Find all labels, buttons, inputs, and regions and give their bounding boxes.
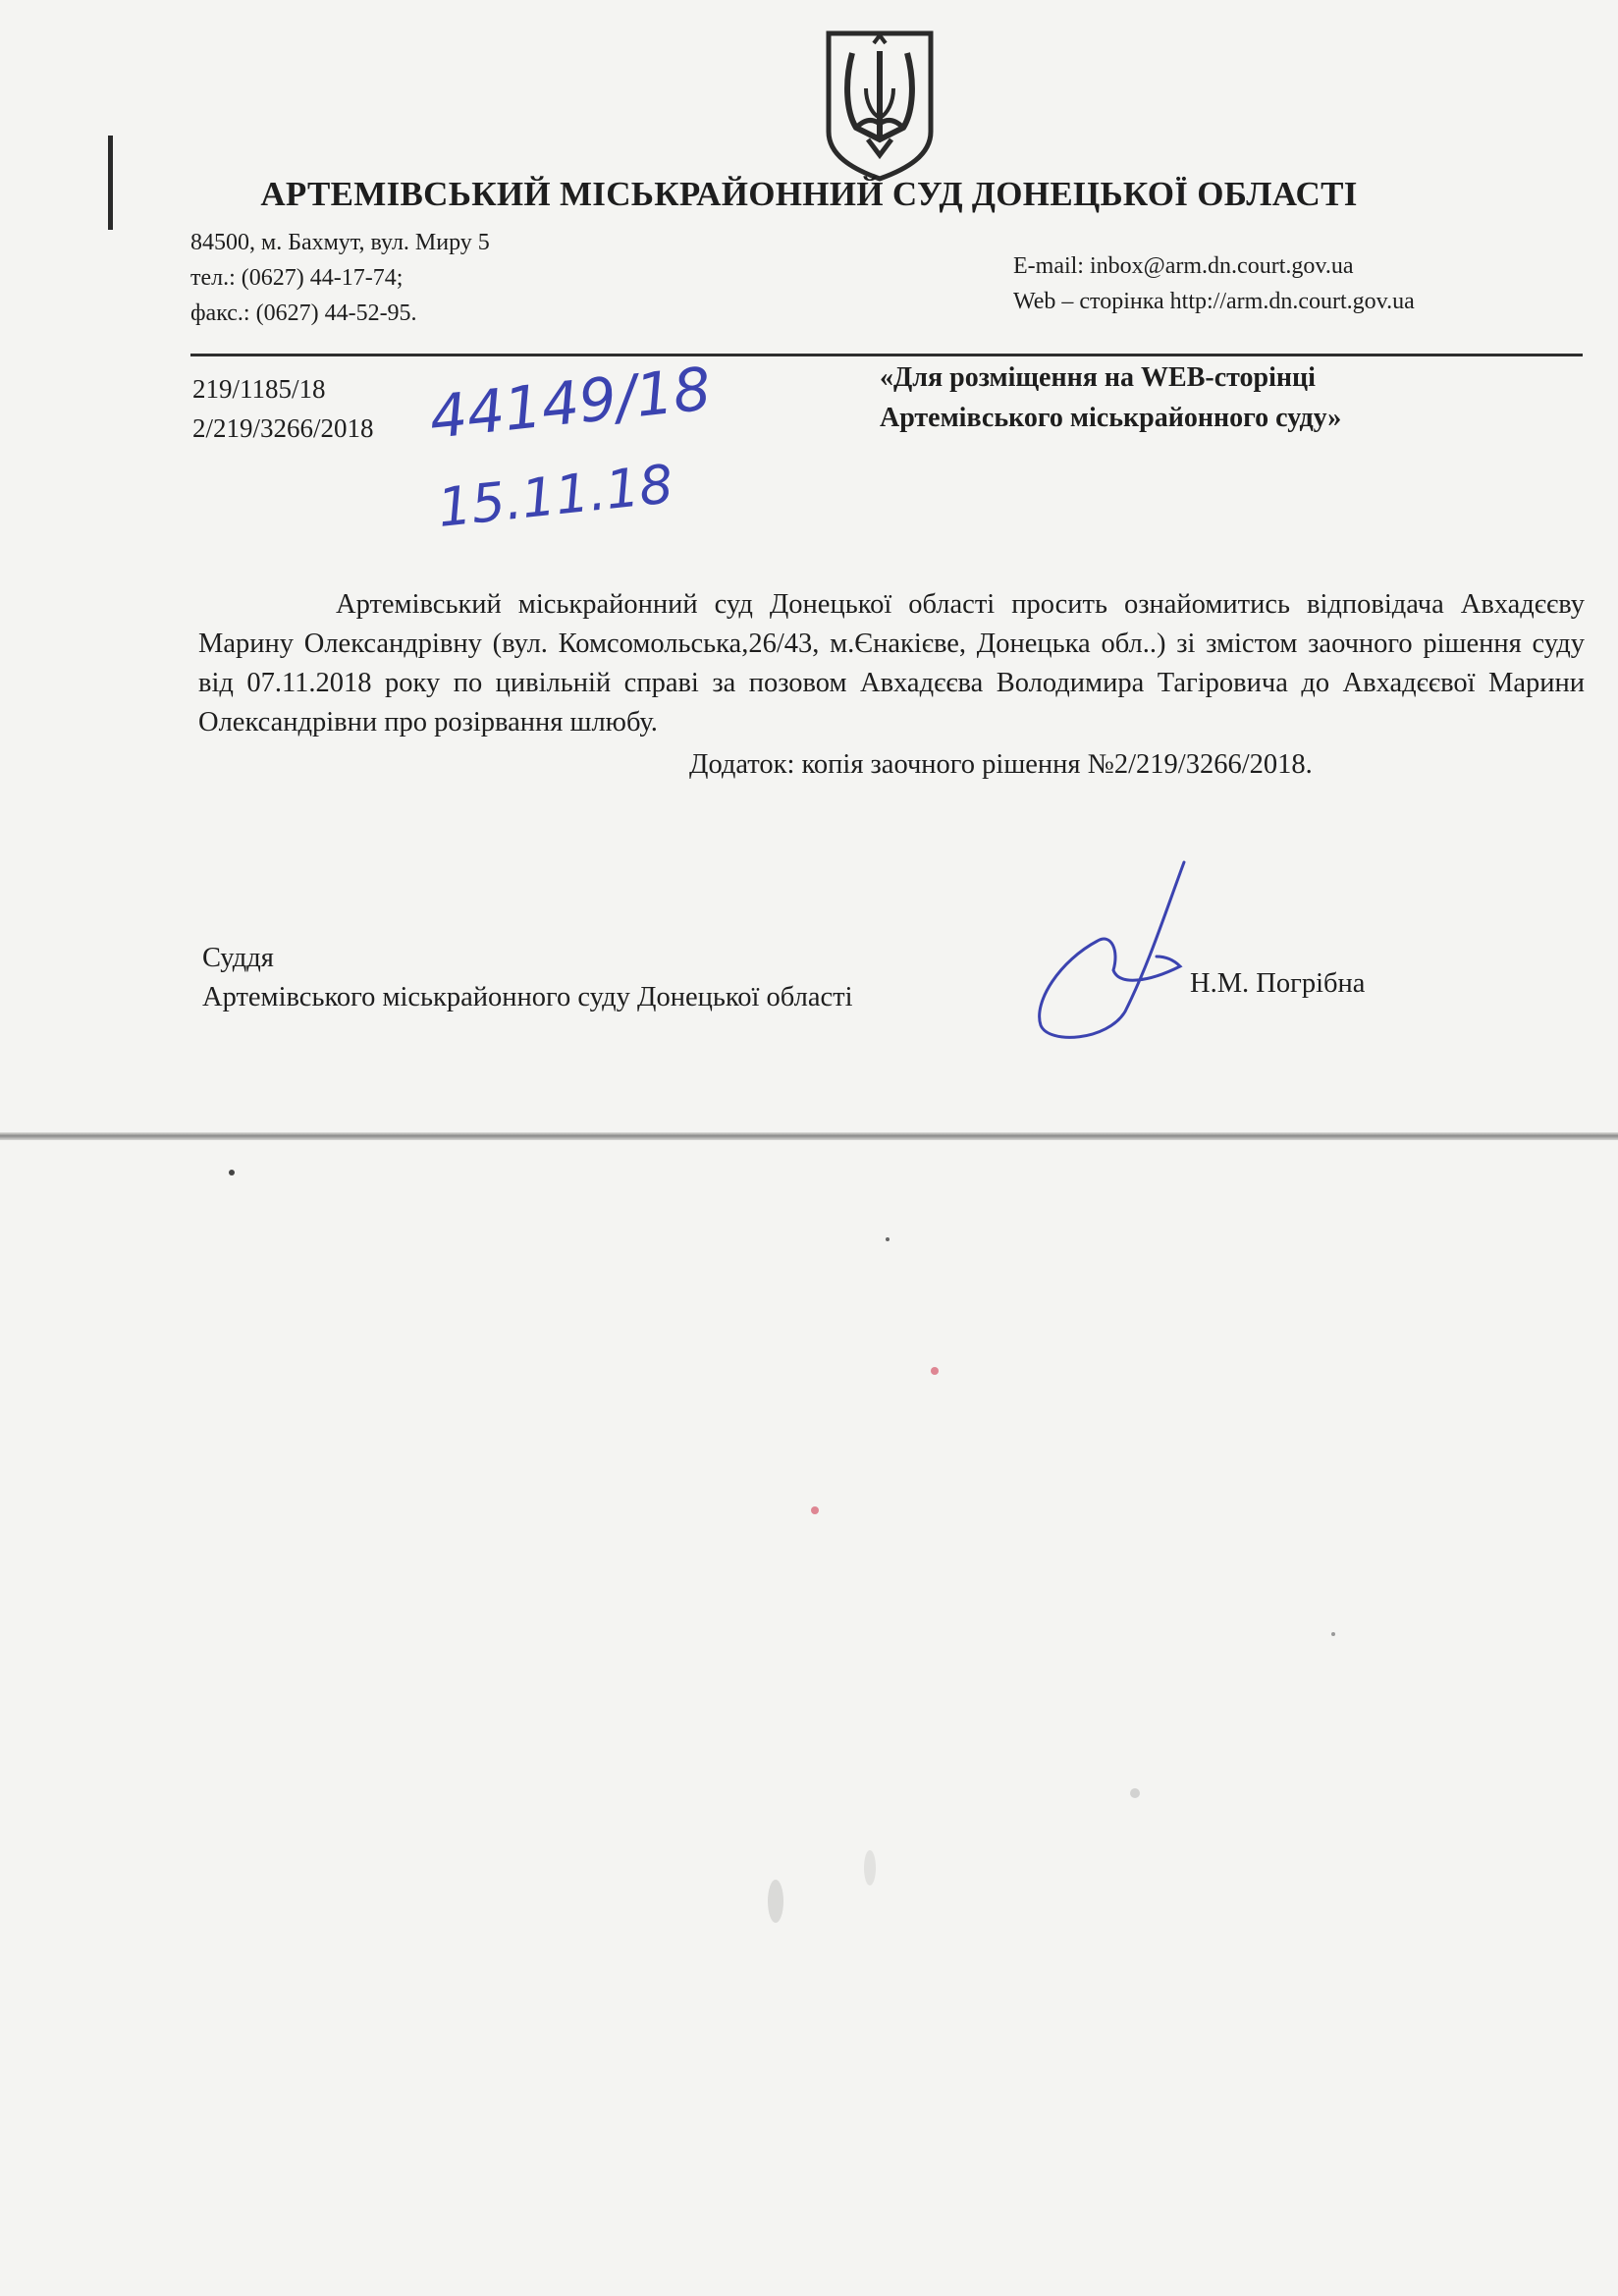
court-fax: факс.: (0627) 44-52-95. (190, 301, 417, 326)
body-paragraph: Артемівський міськрайонний суд Донецької області просить ознайомитись відповідача Авхадєєву Марину Олександрівну (вул. Комсомольська,26/43, м.Єнакієве, Донецька обл..) зі змістом заочного рішення суду від 07.11.2018 року по цивільній справі за позовом Авхадєєва Володимира Тагіровича до Авхадєєвої Марини Олександрівни про розірвання шлюбу. (198, 589, 1585, 738)
court-phone: тел.: (0627) 44-17-74; (190, 265, 404, 291)
judge-name: Н.М. Погрібна (1190, 968, 1366, 999)
judge-title: Суддя (202, 943, 274, 973)
web-note-line-1: «Для розміщення на WEB-сторінці (880, 362, 1316, 393)
court-address: 84500, м. Бахмут, вул. Миру 5 (190, 230, 490, 255)
court-title: АРТЕМІВСЬКИЙ МІСЬКРАЙОННИЙ СУД ДОНЕЦЬКОЇ ОБЛАСТІ (260, 175, 1358, 213)
handwritten-reg-number: 44149/18 (426, 355, 715, 453)
ref-number-2: 2/219/3266/2018 (192, 413, 374, 443)
ref-number-1: 219/1185/18 (192, 374, 326, 404)
attachment-line: Додаток: копія заочного рішення №2/219/3266/2018. (689, 749, 1313, 780)
judge-court: Артемівського міськрайонного суду Донецької області (202, 982, 853, 1012)
web-note-line-2: Артемівського міськрайонного суду» (880, 403, 1342, 433)
court-email: E-mail: inbox@arm.dn.court.gov.ua (1013, 253, 1354, 279)
court-website: Web – сторінка http://arm.dn.court.gov.ua (1013, 289, 1415, 314)
handwritten-date: 15.11.18 (434, 453, 676, 539)
